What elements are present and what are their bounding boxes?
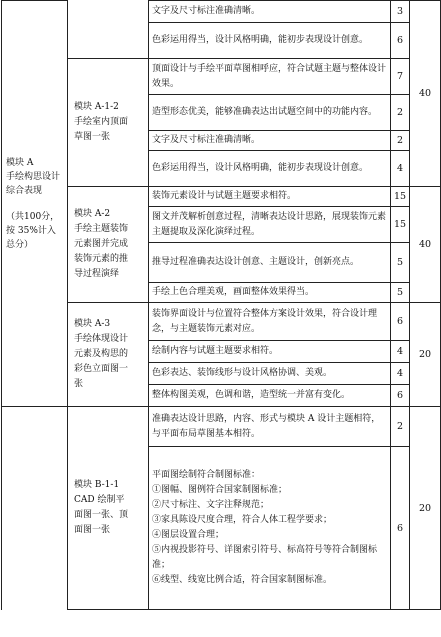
- criterion: 准确表达设计思路，内容、形式与模块 A 设计主题相符，与平面布局草图基本相符。: [149, 407, 391, 447]
- sub-a2-line-3: 元素图并完成: [74, 239, 129, 249]
- criterion: 色彩运用得当，设计风格明确，能初步表现设计创意。: [149, 23, 391, 59]
- sub-a3-line-4: 彩色立面图一: [74, 364, 129, 374]
- subtotal-a3: 20: [410, 303, 441, 407]
- cad-standard-item: ②尺寸标注、文字注释规范；: [152, 500, 270, 510]
- criterion-score: 5: [391, 243, 410, 283]
- sub-b11-line-4: 面图一张: [74, 525, 111, 535]
- sub-b11-line-3: 面图一张、顶: [74, 510, 129, 520]
- sub-module-continuation: [68, 1, 149, 59]
- sub-a12-line-2: 手绘室内顶面: [74, 117, 129, 127]
- criterion-score: 2: [391, 95, 410, 131]
- criterion-score: 6: [391, 385, 410, 407]
- module-b-cell: [2, 407, 68, 610]
- criterion: 色彩运用得当，设计风格明确，能初步表现设计创意。: [149, 151, 391, 187]
- criterion: 色彩表达、装饰线形与设计风格协调、美观。: [149, 363, 391, 385]
- sub-a2-line-4: 装饰元素的推: [74, 254, 129, 264]
- cad-standard-criteria: [149, 447, 391, 610]
- sub-module-a2: [68, 187, 149, 303]
- sub-a3-line-2: 手绘体现设计: [74, 334, 129, 344]
- sub-a3-line-3: 元素及构思的: [74, 349, 129, 359]
- criterion-score: 4: [391, 363, 410, 385]
- sub-b11-line-2: CAD 绘制平: [74, 495, 125, 505]
- criterion: 文字及尺寸标注准确清晰。: [149, 1, 391, 23]
- criterion-score: 6: [391, 447, 410, 610]
- sub-a12-line-3: 草图一张: [74, 132, 111, 142]
- sub-b11-code: 模块 B-1-1: [74, 480, 120, 490]
- cad-standard-item: ④图层设置合理；: [152, 530, 225, 540]
- sub-a2-code: 模块 A-2: [74, 209, 111, 219]
- module-a-note-1: （共100分，: [6, 211, 60, 222]
- criterion: 文字及尺寸标注准确清晰。: [149, 131, 391, 151]
- criterion-score: 15: [391, 187, 410, 207]
- cad-standard-item: ⑤内视投影符号、详图索引符号、标高符号等符合制图标准；: [152, 545, 378, 570]
- criterion: 绘制内容与试题主题要求相符。: [149, 341, 391, 363]
- criterion-score: 4: [391, 151, 410, 187]
- criterion-score: 6: [391, 23, 410, 59]
- sub-a3-line-5: 张: [74, 379, 84, 389]
- criterion-score: 15: [391, 207, 410, 243]
- subtotal-a12: 40: [410, 1, 441, 187]
- sub-a2-line-2: 手绘主题装饰: [74, 224, 129, 234]
- sub-a2-line-5: 导过程演绎: [74, 269, 120, 279]
- cad-standard-heading: 平面图绘制符合制图标准：: [152, 470, 261, 480]
- criterion: 装饰界面设计与位置符合整体方案设计效果，符合设计理念，与主题装饰元素对应。: [149, 303, 391, 341]
- criterion: 推导过程准确表达设计创意、主题设计，创新亮点。: [149, 243, 391, 283]
- module-a-title: 模块 A: [6, 157, 34, 168]
- cad-standard-item: ⑥线型、线宽比例合适，符合国家制图标准。: [152, 575, 333, 585]
- criterion-score: 2: [391, 407, 410, 447]
- cad-standard-item: ③家具陈设尺度合理，符合人体工程学要求；: [152, 515, 333, 525]
- module-a-note-3: 总分）: [6, 239, 34, 250]
- criterion: 整体构图美观，色调和谐，造型统一并富有变化。: [149, 385, 391, 407]
- criterion-score: 5: [391, 283, 410, 303]
- criterion-score: 3: [391, 1, 410, 23]
- sub-module-a3: [68, 303, 149, 407]
- subtotal-b11: 20: [410, 407, 441, 610]
- criterion: 图文并茂解析创意过程，清晰表达设计思路，展现装饰元素主题提取及深化演绎过程。: [149, 207, 391, 243]
- criterion: 造型形态优美，能够准确表达出试题空间中的功能内容。: [149, 95, 391, 131]
- criterion-score: 4: [391, 341, 410, 363]
- criterion: 装饰元素设计与试题主题要求相符。: [149, 187, 391, 207]
- sub-module-a12: [68, 59, 149, 187]
- criterion: 手绘上色合理美观，画面整体效果得当。: [149, 283, 391, 303]
- subtotal-a2: 40: [410, 187, 441, 303]
- criterion-score: 2: [391, 131, 410, 151]
- module-a-note-2: 按 35%计入: [6, 225, 56, 236]
- scoring-table: [1, 0, 441, 610]
- module-a-subtitle: 手绘构思设计综合表现: [6, 171, 61, 196]
- sub-module-b11: [68, 407, 149, 610]
- sub-a3-code: 模块 A-3: [74, 319, 111, 329]
- cad-standard-item: ①图幅、图例符合国家制图标准；: [152, 485, 288, 495]
- sub-a12-code: 模块 A-1-2: [74, 102, 119, 112]
- criterion: 顶面设计与手绘平面草图相呼应，符合试题主题与整体设计效果。: [149, 59, 391, 95]
- criterion-score: 6: [391, 303, 410, 341]
- module-a-cell: [2, 1, 68, 407]
- criterion-score: 7: [391, 59, 410, 95]
